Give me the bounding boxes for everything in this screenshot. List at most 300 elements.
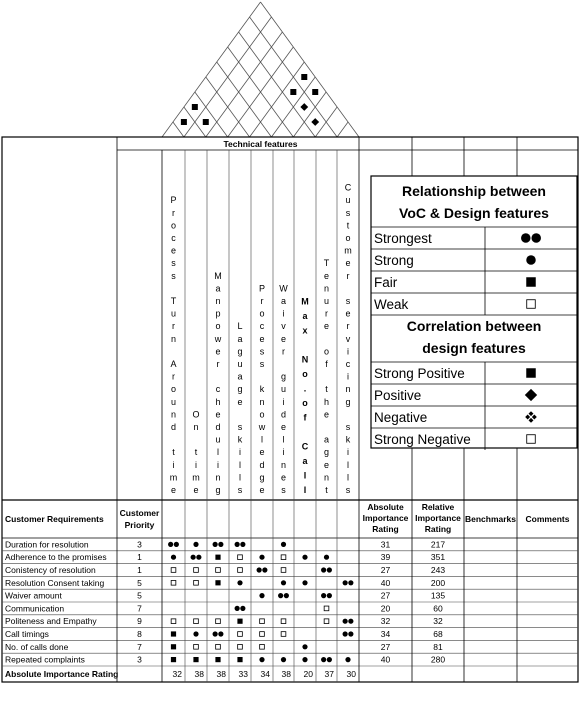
weak-square-icon xyxy=(216,644,221,649)
feature-letter: s xyxy=(237,485,243,495)
feature-letter: s xyxy=(345,296,351,306)
feature-letter: i xyxy=(172,459,175,470)
roof-line xyxy=(337,122,348,137)
feature-letter: u xyxy=(215,434,221,445)
fair-square-icon xyxy=(171,644,176,649)
relationship-mark xyxy=(171,657,176,662)
relationship-mark xyxy=(321,567,332,572)
relationship-mark xyxy=(324,555,329,560)
feature-letter: e xyxy=(170,485,177,495)
feature-letter: W xyxy=(279,283,288,294)
strong-dot-icon xyxy=(259,593,264,598)
feature-letter: e xyxy=(193,485,199,495)
weak-square-icon xyxy=(171,580,176,585)
requirement-name: Duration for resolution xyxy=(5,539,89,550)
feature-letter: s xyxy=(171,258,176,269)
feature-letter: s xyxy=(171,270,176,281)
strong-dot-icon xyxy=(302,657,307,662)
feature-letter: o xyxy=(259,409,265,420)
feature-letter: i xyxy=(347,346,349,357)
relationship-mark xyxy=(324,619,329,624)
weak-square-icon xyxy=(194,568,199,573)
feature-letter: r xyxy=(172,207,175,218)
relative-rating-value: 60 xyxy=(433,603,443,614)
feature-letter: g xyxy=(215,485,221,495)
legend-label: Weak xyxy=(374,297,409,312)
feature-letter: i xyxy=(282,308,285,319)
fair-square-icon xyxy=(192,104,198,110)
relationship-mark xyxy=(281,542,286,547)
strongest-dot-icon xyxy=(531,233,541,243)
feature-letter: o xyxy=(215,321,221,332)
feature-letter: P xyxy=(170,195,177,206)
requirement-priority: 9 xyxy=(137,616,142,627)
relationship-mark xyxy=(281,632,286,637)
relationship-mark xyxy=(345,657,350,662)
relationship-mark xyxy=(216,619,221,624)
feature-letter: d xyxy=(215,422,221,432)
relationship-mark xyxy=(238,555,243,560)
feature-letter: c xyxy=(345,359,351,369)
strongest-dot-icon xyxy=(321,593,326,598)
weak-square-icon xyxy=(281,555,286,560)
feature-letter: v xyxy=(281,321,286,332)
relative-rating-value: 217 xyxy=(430,539,446,550)
positive-diamond-icon xyxy=(311,118,319,126)
requirement-name: Politeness and Empathy xyxy=(5,616,97,627)
legend-label: Negative xyxy=(374,410,428,425)
absolute-rating-value: 31 xyxy=(380,539,391,550)
relationship-mark xyxy=(168,542,179,547)
feature-letter: m xyxy=(344,245,352,256)
requirement-priority: 1 xyxy=(137,565,142,575)
relationship-mark xyxy=(278,593,289,598)
feature-letter: O xyxy=(192,409,200,420)
strong-dot-icon xyxy=(281,542,286,547)
feature-letter: r xyxy=(346,321,350,332)
col-header-benchmarks: Benchmarks xyxy=(464,514,517,524)
feature-letter: o xyxy=(170,384,177,395)
feature-letter: o xyxy=(302,398,308,408)
absolute-rating-value: 32 xyxy=(380,616,391,627)
feature-letter: l xyxy=(303,470,307,481)
feature-letter: t xyxy=(325,384,328,395)
feature-letter: k xyxy=(259,384,265,395)
strongest-dot-icon xyxy=(218,631,223,636)
roof-correlation-mark xyxy=(192,104,198,110)
feature-letter: s xyxy=(345,207,351,218)
relationship-mark xyxy=(260,644,265,649)
legend-symbol xyxy=(527,300,536,309)
feature-letter: l xyxy=(239,459,241,470)
relationship-mark xyxy=(194,580,199,585)
feature-letter: g xyxy=(237,384,243,395)
feature-letter: e xyxy=(280,422,287,432)
feature-letter: o xyxy=(170,220,177,231)
strong-dot-icon xyxy=(345,657,350,662)
weak-square-icon xyxy=(216,568,221,573)
feature-letter: C xyxy=(344,182,352,193)
relationship-mark xyxy=(281,619,286,624)
feature-letter: i xyxy=(347,371,349,382)
feature-letter: g xyxy=(280,371,287,382)
feature-letter: d xyxy=(280,409,287,420)
feature-label xyxy=(324,258,330,495)
feature-letter: l xyxy=(303,485,307,495)
requirement-priority: 7 xyxy=(137,641,142,652)
requirement-priority: 1 xyxy=(137,552,142,563)
roof-correlation-mark xyxy=(181,119,187,125)
col-header-relative-rating: Relative xyxy=(421,502,455,512)
feature-letter: i xyxy=(195,459,197,470)
feature-label xyxy=(214,271,222,495)
relationship-mark xyxy=(260,619,265,624)
relationship-mark xyxy=(343,631,354,636)
strong-dot-icon xyxy=(193,631,198,636)
feature-letter: d xyxy=(170,422,177,432)
relationship-mark xyxy=(237,657,242,662)
roof-correlation-mark xyxy=(203,119,209,125)
relationship-mark xyxy=(259,593,264,598)
feature-letter: u xyxy=(237,359,243,369)
relationship-mark xyxy=(213,542,224,547)
total-value: 30 xyxy=(346,669,356,679)
feature-letter: g xyxy=(323,447,330,458)
legend-label: Strong Positive xyxy=(374,366,465,381)
feature-letter: e xyxy=(345,258,351,269)
roof-correlation-mark xyxy=(301,74,307,80)
weak-square-icon xyxy=(260,619,265,624)
relationship-mark xyxy=(191,555,202,560)
feature-letter: f xyxy=(325,359,328,369)
relationship-mark xyxy=(343,619,354,624)
feature-label xyxy=(258,283,266,495)
positive-diamond-icon xyxy=(300,103,308,111)
correlation-roof xyxy=(162,2,359,137)
feature-letter: x xyxy=(302,325,308,336)
roof-line xyxy=(217,62,272,137)
relationship-mark xyxy=(302,644,307,649)
feature-letter: h xyxy=(215,396,221,407)
weak-square-icon xyxy=(324,606,329,611)
feature-letter: u xyxy=(280,384,287,395)
feature-letter: n xyxy=(215,296,221,306)
strongest-dot-icon xyxy=(235,542,240,547)
legend-relationship-title: VoC & Design features xyxy=(399,205,549,221)
feature-letter: n xyxy=(170,333,177,344)
requirement-name: Resolution Consent taking xyxy=(5,577,105,588)
legend-correlation-title: design features xyxy=(422,340,526,356)
relationship-mark xyxy=(260,632,265,637)
relationship-mark xyxy=(216,644,221,649)
feature-letter: e xyxy=(259,333,265,344)
relationship-mark xyxy=(171,555,176,560)
relationship-mark xyxy=(237,619,242,624)
relationship-mark xyxy=(216,568,221,573)
relationship-mark xyxy=(281,568,286,573)
feature-letter: l xyxy=(347,459,349,470)
feature-letter: N xyxy=(301,354,309,365)
total-value: 33 xyxy=(238,669,248,679)
absolute-rating-value: 34 xyxy=(380,629,391,639)
feature-letter: c xyxy=(215,384,221,395)
relationship-mark xyxy=(237,580,242,585)
feature-letter: r xyxy=(282,346,285,357)
relationship-mark xyxy=(302,580,307,585)
feature-letter: n xyxy=(323,472,330,483)
strongest-dot-icon xyxy=(348,619,353,624)
totals-label: Absolute Importance Rating xyxy=(5,669,119,679)
legend-label: Strongest xyxy=(374,231,432,246)
relationship-mark xyxy=(259,657,264,662)
relationship-mark xyxy=(302,555,307,560)
requirement-priority: 8 xyxy=(137,629,142,639)
feature-label xyxy=(237,321,242,495)
requirement-name: No. of calls done xyxy=(5,641,69,652)
feature-letter: e xyxy=(215,409,221,420)
col-header-comments: Comments xyxy=(525,514,570,524)
relationship-mark xyxy=(194,644,199,649)
feature-letter: n xyxy=(280,459,287,470)
feature-letter: p xyxy=(215,308,221,319)
feature-letter: o xyxy=(259,308,265,319)
relationship-mark xyxy=(281,580,286,585)
weak-square-icon xyxy=(527,435,536,444)
legend-symbol xyxy=(526,255,536,265)
weak-square-icon xyxy=(281,632,286,637)
strongest-dot-icon xyxy=(218,542,223,547)
feature-letter: a xyxy=(237,333,243,344)
feature-letter: l xyxy=(347,472,349,483)
weak-square-icon xyxy=(194,644,199,649)
feature-letter: u xyxy=(170,396,177,407)
relative-rating-value: 68 xyxy=(433,629,443,639)
col-header-customer-priority: Customer xyxy=(119,508,160,518)
feature-letter: e xyxy=(280,333,287,344)
strong-dot-icon xyxy=(281,580,286,585)
feature-letter: r xyxy=(325,308,328,319)
legend-symbol xyxy=(527,435,536,444)
feature-letter: s xyxy=(259,359,265,369)
relationship-mark xyxy=(324,606,329,611)
relationship-mark xyxy=(238,644,243,649)
weak-square-icon xyxy=(194,619,199,624)
legend-relationship-title: Relationship between xyxy=(402,183,546,199)
relationship-mark xyxy=(171,619,176,624)
weak-square-icon xyxy=(281,619,286,624)
feature-letter: g xyxy=(237,346,243,357)
feature-letter: s xyxy=(345,485,351,495)
relative-rating-value: 81 xyxy=(433,641,443,652)
relationship-mark xyxy=(321,657,332,662)
absolute-rating-value: 27 xyxy=(380,641,391,652)
feature-letter: e xyxy=(170,245,177,256)
strong-dot-icon xyxy=(259,555,264,560)
legend-symbol xyxy=(526,368,536,378)
feature-letter: . xyxy=(303,383,307,394)
weak-square-icon xyxy=(194,580,199,585)
absolute-rating-value: 20 xyxy=(380,603,391,614)
feature-letter: n xyxy=(170,409,177,420)
weak-square-icon xyxy=(171,568,176,573)
feature-letter: c xyxy=(259,321,265,332)
feature-letter: e xyxy=(323,459,330,470)
feature-letter: r xyxy=(172,371,175,382)
feature-letter: t xyxy=(346,220,350,231)
relationship-mark xyxy=(343,580,354,585)
feature-letter: e xyxy=(345,308,351,319)
relationship-mark xyxy=(215,555,220,560)
feature-label xyxy=(344,183,352,495)
feature-letter: n xyxy=(259,396,265,407)
strongest-dot-icon xyxy=(213,542,218,547)
weak-square-icon xyxy=(527,300,536,309)
relationship-mark xyxy=(193,631,198,636)
strongest-dot-icon xyxy=(348,580,353,585)
feature-label xyxy=(301,297,309,496)
strongest-dot-icon xyxy=(321,657,326,662)
strongest-dot-icon xyxy=(327,657,332,662)
feature-letter: o xyxy=(345,233,351,243)
strongest-dot-icon xyxy=(168,542,173,547)
legend-correlation-title: Correlation between xyxy=(406,318,542,334)
feature-letter: u xyxy=(170,308,177,319)
feature-letter: m xyxy=(192,472,200,483)
strong-dot-icon xyxy=(526,255,536,265)
total-value: 38 xyxy=(281,669,291,679)
feature-letter: i xyxy=(239,447,241,458)
feature-letter: a xyxy=(237,371,243,382)
relationship-mark xyxy=(302,657,307,662)
strong-dot-icon xyxy=(281,657,286,662)
strongest-dot-icon xyxy=(191,555,196,560)
strongest-dot-icon xyxy=(343,619,348,624)
feature-letter: g xyxy=(259,472,265,483)
fair-square-icon xyxy=(301,74,307,80)
feature-letter: i xyxy=(347,447,349,458)
relationship-mark xyxy=(193,657,198,662)
fair-square-icon xyxy=(171,631,176,636)
relative-rating-value: 32 xyxy=(433,616,443,627)
relationship-mark xyxy=(238,632,243,637)
strongest-dot-icon xyxy=(327,567,332,572)
legend xyxy=(371,176,577,450)
requirement-priority: 3 xyxy=(137,654,142,665)
feature-letter: s xyxy=(345,422,351,432)
total-value: 38 xyxy=(194,669,204,679)
strongest-dot-icon xyxy=(235,606,240,611)
total-value: 38 xyxy=(216,669,226,679)
relationship-mark xyxy=(238,568,243,573)
roof-correlation-mark xyxy=(290,89,296,95)
strongest-dot-icon xyxy=(174,542,179,547)
roof-line xyxy=(239,32,316,137)
strongest-dot-icon xyxy=(284,593,289,598)
feature-letter: v xyxy=(345,333,351,344)
feature-letter: n xyxy=(193,422,199,432)
feature-letter: t xyxy=(325,485,328,495)
technical-features-header: Technical features xyxy=(223,139,298,149)
feature-letter: r xyxy=(172,321,175,332)
strongest-dot-icon xyxy=(257,567,262,572)
strongest-dot-icon xyxy=(278,593,283,598)
fair-square-icon xyxy=(203,119,209,125)
legend-label: Positive xyxy=(374,388,422,403)
requirement-name: Waiver amount xyxy=(5,590,62,601)
col-header-relative-rating: Importance xyxy=(415,513,461,523)
feature-letter: e xyxy=(259,485,265,495)
relationship-mark xyxy=(235,542,246,547)
fair-square-icon xyxy=(312,89,318,95)
feature-letter: n xyxy=(323,283,330,294)
roof-line xyxy=(293,92,326,137)
weak-square-icon xyxy=(260,644,265,649)
fair-square-icon xyxy=(215,657,220,662)
weak-square-icon xyxy=(238,555,243,560)
weak-square-icon xyxy=(216,619,221,624)
weak-square-icon xyxy=(324,619,329,624)
relationship-mark xyxy=(235,606,246,611)
strong-dot-icon xyxy=(171,555,176,560)
strongest-dot-icon xyxy=(327,593,332,598)
feature-label xyxy=(170,195,178,495)
strong-dot-icon xyxy=(259,657,264,662)
feature-letter: n xyxy=(345,384,351,395)
feature-letter: c xyxy=(171,233,176,243)
roof-line xyxy=(206,32,283,137)
relationship-mark xyxy=(281,657,286,662)
feature-letter: u xyxy=(323,296,330,306)
fair-square-icon xyxy=(290,89,296,95)
relationship-mark xyxy=(215,657,220,662)
strongest-dot-icon xyxy=(343,580,348,585)
total-value: 37 xyxy=(324,669,334,679)
weak-square-icon xyxy=(281,568,286,573)
relationship-mark xyxy=(193,542,198,547)
feature-letter: a xyxy=(302,311,308,321)
roof-line xyxy=(195,92,228,137)
relationship-mark xyxy=(321,593,332,598)
strongest-dot-icon xyxy=(348,631,353,636)
fair-square-icon xyxy=(215,555,220,560)
total-value: 20 xyxy=(303,669,313,679)
feature-letter: s xyxy=(281,485,286,495)
strong-dot-icon xyxy=(193,542,198,547)
feature-label xyxy=(279,283,288,495)
feature-letter: e xyxy=(323,270,330,281)
col-header-customer-requirements: Customer Requirements xyxy=(5,514,104,524)
fair-square-icon xyxy=(526,368,536,378)
feature-letter: t xyxy=(172,447,175,458)
feature-letter: a xyxy=(215,283,221,294)
feature-letter: u xyxy=(345,195,351,206)
strongest-dot-icon xyxy=(321,567,326,572)
feature-letter: k xyxy=(237,434,243,445)
feature-letter: T xyxy=(170,296,177,306)
relationship-mark xyxy=(259,555,264,560)
feature-letter: T xyxy=(323,258,330,269)
fair-square-icon xyxy=(526,277,536,287)
fair-square-icon xyxy=(215,580,220,585)
relationship-mark xyxy=(171,568,176,573)
absolute-rating-value: 27 xyxy=(380,590,391,601)
strongest-dot-icon xyxy=(240,542,245,547)
strong-dot-icon xyxy=(324,555,329,560)
feature-letter: M xyxy=(214,270,222,281)
col-header-relative-rating: Rating xyxy=(424,524,452,534)
col-header-absolute-rating: Rating xyxy=(372,524,399,534)
absolute-rating-value: 27 xyxy=(380,565,391,575)
